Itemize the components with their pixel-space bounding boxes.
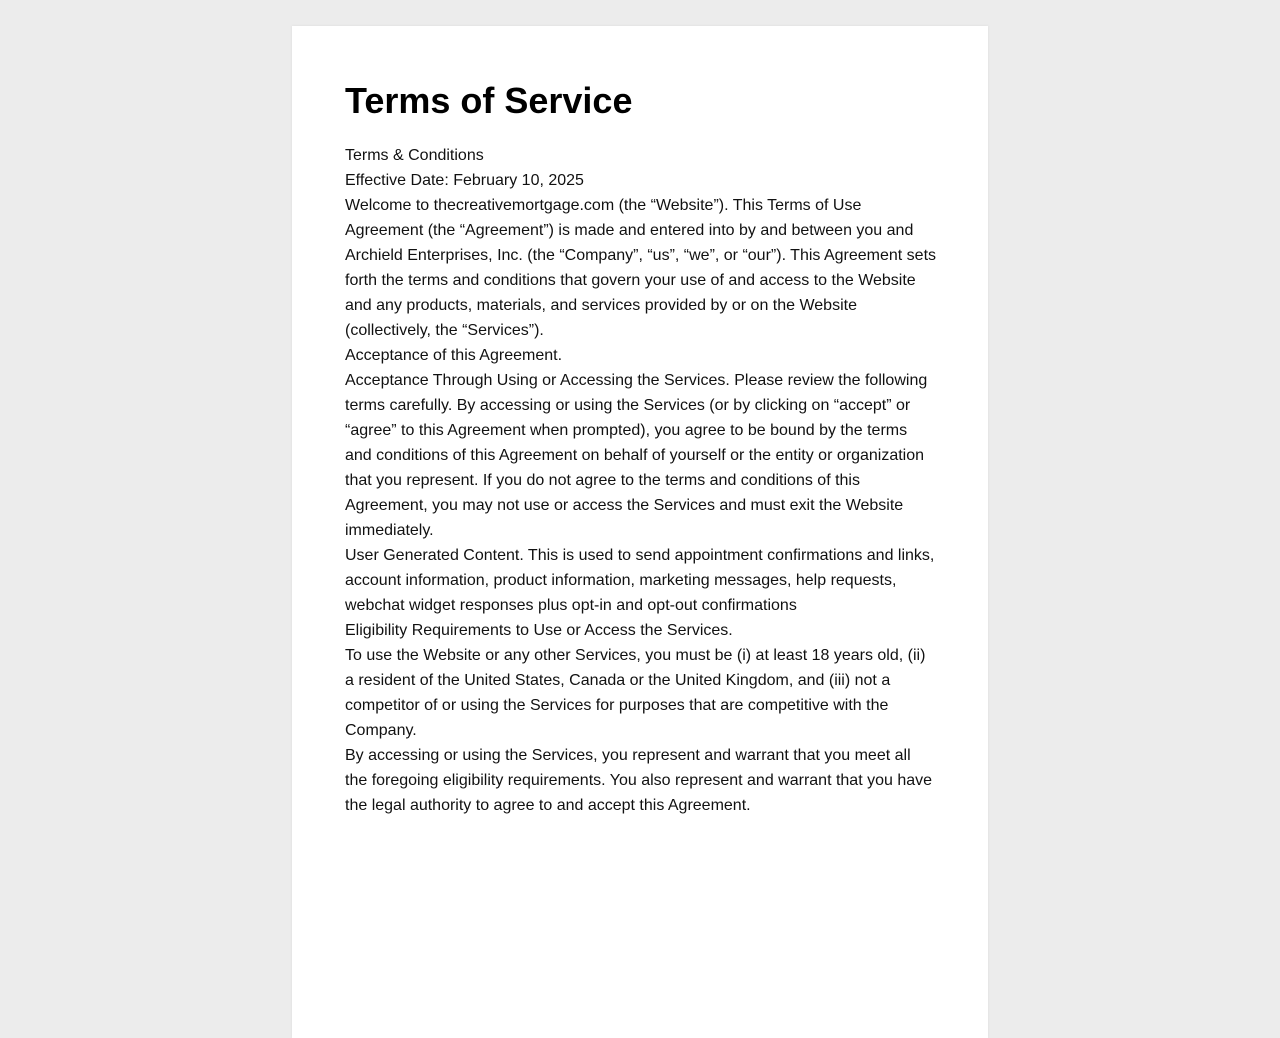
page-title: Terms of Service [345,80,633,121]
terms-document-card [292,26,988,1038]
paragraph-welcome: Welcome to thecreativemortgage.com (the “Website”). This Terms of Use Agreement (the “Agreement”) is made and entered into by and between you and Archield Enterprises, Inc. (the “Company”, “us”, “we”, or “our”). This Agreement sets forth the terms and conditions that govern your use of and access to the Website and any products, materials, and services provided by or on the Website (collectively, the “Services”). [345,197,937,339]
paragraph-acceptance-heading: Acceptance of this Agreement. [345,347,563,364]
paragraph-terms-conditions: Terms & Conditions [345,147,484,164]
paragraph-eligibility-body: To use the Website or any other Services, you must be (i) at least 18 years old, (ii) a resident of the United States, Canada or the United Kingdom, and (iii) not a competitor of or using the Services for purposes that are competitive with the Company. [345,647,926,739]
paragraph-eligibility-heading: Eligibility Requirements to Use or Access the Services. [345,622,733,639]
paragraph-effective-date: Effective Date: February 10, 2025 [345,172,584,189]
paragraph-user-generated-content: User Generated Content. This is used to send appointment confirmations and links, account information, product information, marketing messages, help requests, webchat widget responses plus opt-in and opt-out confirmations [345,547,935,614]
paragraph-representation: By accessing or using the Services, you represent and warrant that you meet all the foregoing eligibility requirements. You also represent and warrant that you have the legal authority to agree to and accept this Agreement. [345,747,933,814]
paragraph-acceptance-body: Acceptance Through Using or Accessing the Services. Please review the following terms carefully. By accessing or using the Services (or by clicking on “accept” or “agree” to this Agreement when prompted), you agree to be bound by the terms and conditions of this Agreement on behalf of yourself or the entity or organization that you represent. If you do not agree to the terms and conditions of this Agreement, you may not use or access the Services and must exit the Website immediately. [345,372,928,539]
document-body [345,143,936,818]
